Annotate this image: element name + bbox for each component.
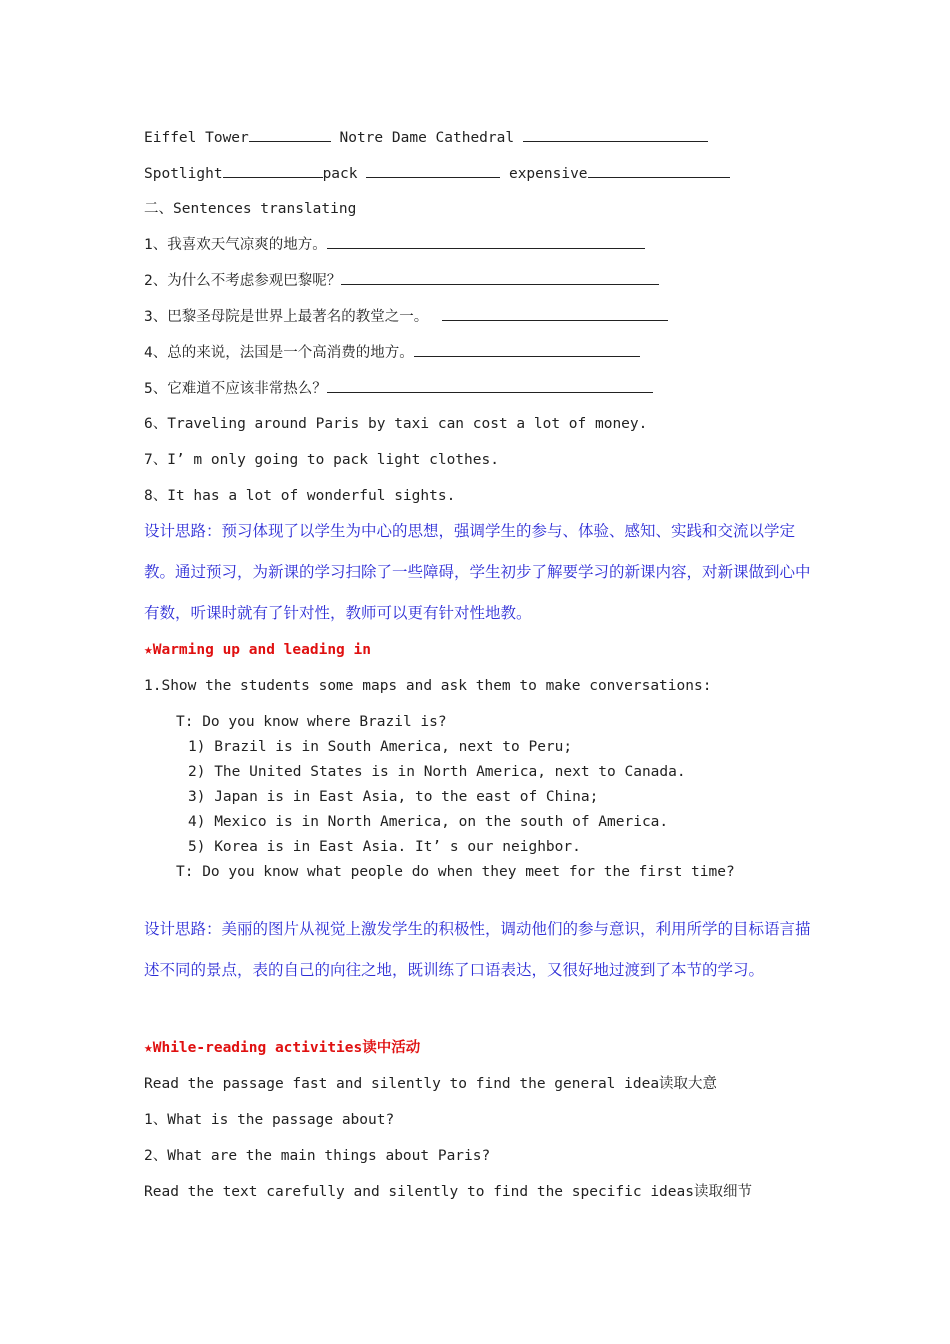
warming-instruction: 1.Show the students some maps and ask them to make conversations: [144, 678, 712, 694]
answer-blank[interactable] [414, 342, 640, 357]
vocab-blank[interactable] [366, 163, 500, 178]
vocab-spotlight: Spotlight [144, 166, 223, 182]
teacher-question-1: T: Do you know where Brazil is? [176, 714, 447, 730]
sentence-text: 5、它难道不应该非常热么？ [144, 381, 327, 397]
answer-blank[interactable] [341, 270, 659, 285]
heading-warming-up: ★Warming up and leading in [144, 642, 371, 658]
sentence-2 [144, 270, 659, 291]
sentence-text: 1、我喜欢天气凉爽的地方。 [144, 237, 327, 253]
answer-item-4: 4) Mexico is in North America, on the south of America. [188, 814, 669, 830]
design-note-2: 设计思路：美丽的图片从视觉上激发学生的积极性，调动他们的参与意识，利用所学的目标语言描述不同的景点，表的自己的向往之地，既训练了口语表达，又很好地过渡到了本节的学习。 [144, 920, 811, 979]
reading-question-2: 2、What are the main things about Paris? [144, 1148, 491, 1164]
heading-while-reading: ★While-reading activities读中活动 [144, 1040, 421, 1056]
answer-item-2: 2) The United States is in North America, next to Canada. [188, 764, 686, 780]
reading-question-1: 1、What is the passage about? [144, 1112, 395, 1128]
vocab-expensive: expensive [500, 166, 588, 182]
vocab-blank[interactable] [223, 163, 323, 178]
vocab-blank[interactable] [588, 163, 730, 178]
vocab-pack: pack [322, 166, 367, 182]
answer-blank[interactable] [327, 234, 645, 249]
vocab-notre-dame: Notre Dame Cathedral [330, 130, 523, 146]
sentence-text: 4、总的来说，法国是一个高消费的地方。 [144, 345, 414, 361]
vocab-row-1 [144, 127, 708, 148]
vocab-eiffel-tower: Eiffel Tower [144, 130, 249, 146]
sentence-text: 2、为什么不考虑参观巴黎呢？ [144, 273, 342, 289]
design-note-1: 设计思路：预习体现了以学生为中心的思想，强调学生的参与、体验、感知、实践和交流以学定教。通过预习，为新课的学习扫除了一些障碍，学生初步了解要学习的新课内容，对新课做到心中有数，听课时就有了针对性，教师可以更有针对性地教。 [144, 522, 811, 622]
vocab-row-2 [144, 163, 730, 184]
reading-instruction-2: Read the text carefully and silently to find the specific ideas读取细节 [144, 1184, 752, 1200]
sentence-6: 6、Traveling around Paris by taxi can cost a lot of money. [144, 416, 648, 432]
sentence-7: 7、I’ m only going to pack light clothes. [144, 452, 499, 468]
reading-instruction-1: Read the passage fast and silently to find the general idea读取大意 [144, 1076, 718, 1092]
answer-blank[interactable] [442, 306, 668, 321]
sentence-1 [144, 234, 645, 255]
answer-blank[interactable] [327, 378, 653, 393]
answer-item-1: 1) Brazil is in South America, next to Peru; [188, 739, 573, 755]
vocab-blank[interactable] [523, 127, 708, 142]
vocab-blank[interactable] [249, 127, 331, 142]
sentence-3 [144, 306, 668, 327]
sentence-4 [144, 342, 640, 363]
answer-item-3: 3) Japan is in East Asia, to the east of China; [188, 789, 599, 805]
section-title-sentences: 二、Sentences translating [144, 201, 357, 217]
teacher-question-2: T: Do you know what people do when they meet for the first time? [176, 864, 735, 880]
answer-item-5: 5) Korea is in East Asia. It’ s our neighbor. [188, 839, 581, 855]
sentence-text: 3、巴黎圣母院是世界上最著名的教堂之一。 [144, 309, 429, 325]
sentence-5 [144, 378, 653, 399]
sentence-8: 8、It has a lot of wonderful sights. [144, 488, 456, 504]
